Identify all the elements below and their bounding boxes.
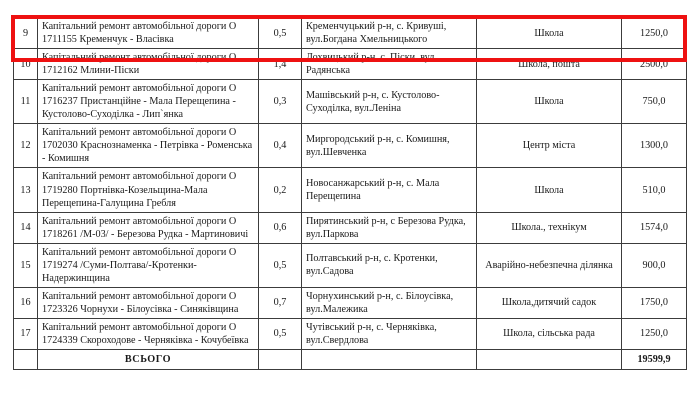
row-object-cell: Школа <box>477 80 622 124</box>
row-number-cell: 14 <box>14 212 38 243</box>
row-number-cell: 10 <box>14 49 38 80</box>
row-sum-cell: 1574,0 <box>622 212 687 243</box>
row-object-cell: Школа <box>477 168 622 212</box>
table-row <box>14 18 687 49</box>
row-sum-cell: 750,0 <box>622 80 687 124</box>
row-address-cell: Лохвицький р-н, с. Піски, вул. Радянська <box>302 49 477 80</box>
row-address-cell: Машівський р-н, с. Кустолово-Суходілка, вул.Леніна <box>302 80 477 124</box>
table-row <box>14 243 687 287</box>
row-number-cell: 13 <box>14 168 38 212</box>
row-object-cell: Школа <box>477 18 622 49</box>
row-quantity-cell: 0,7 <box>259 287 302 318</box>
table-body <box>14 18 687 370</box>
row-quantity-cell: 1,4 <box>259 49 302 80</box>
row-object-cell: Школа, пошта <box>477 49 622 80</box>
row-object-cell: Школа., технікум <box>477 212 622 243</box>
table-row <box>14 287 687 318</box>
row-name-cell: Капітальний ремонт автомобільної дороги О 1724339 Скороходове - Черняківка - Кочубеївка <box>38 318 259 349</box>
row-name-cell: Капітальний ремонт автомобільної дороги О 1719280 Портнівка-Козельщина-Мала Перещепина-Галущина Гребля <box>38 168 259 212</box>
table-row <box>14 318 687 349</box>
row-quantity-cell: 0,3 <box>259 80 302 124</box>
total-blank-cell-obj <box>477 350 622 370</box>
row-sum-cell: 2500,0 <box>622 49 687 80</box>
table-row <box>14 168 687 212</box>
table-row <box>14 212 687 243</box>
table-row <box>14 80 687 124</box>
row-number-cell: 17 <box>14 318 38 349</box>
table-row <box>14 49 687 80</box>
row-object-cell: Аварійно-небезпечна ділянка <box>477 243 622 287</box>
row-name-cell: Капітальний ремонт автомобільної дороги О 1712162 Млини-Піски <box>38 49 259 80</box>
row-sum-cell: 1250,0 <box>622 18 687 49</box>
road-repair-table <box>13 17 687 370</box>
row-quantity-cell: 0,5 <box>259 318 302 349</box>
row-number-cell: 12 <box>14 124 38 168</box>
row-address-cell: Чорнухинський р-н, с. Білоусівка, вул.Малежика <box>302 287 477 318</box>
row-sum-cell: 510,0 <box>622 168 687 212</box>
row-sum-cell: 1750,0 <box>622 287 687 318</box>
row-object-cell: Школа,дитячий садок <box>477 287 622 318</box>
row-quantity-cell: 0,5 <box>259 18 302 49</box>
row-sum-cell: 1300,0 <box>622 124 687 168</box>
table-total-row <box>14 350 687 370</box>
row-quantity-cell: 0,5 <box>259 243 302 287</box>
row-number-cell: 16 <box>14 287 38 318</box>
row-number-cell: 11 <box>14 80 38 124</box>
total-blank-cell-num <box>14 350 38 370</box>
row-number-cell: 9 <box>14 18 38 49</box>
row-address-cell: Чутівський р-н, с. Черняківка, вул.Свердлова <box>302 318 477 349</box>
row-name-cell: Капітальний ремонт автомобільної дороги О 1716237 Пристанційне - Мала Перещепина - Кустолово-Суходілка - Лип`янка <box>38 80 259 124</box>
row-quantity-cell: 0,2 <box>259 168 302 212</box>
total-sum-cell: 19599,9 <box>622 350 687 370</box>
row-address-cell: Новосанжарський р-н, с. Мала Перещепина <box>302 168 477 212</box>
row-object-cell: Центр міста <box>477 124 622 168</box>
table-row <box>14 124 687 168</box>
row-name-cell: Капітальний ремонт автомобільної дороги О 1723326 Чорнухи - Білоусівка - Синяківщина <box>38 287 259 318</box>
row-name-cell: Капітальний ремонт автомобільної дороги О 1718261 /М-03/ - Березова Рудка - Мартиновичі <box>38 212 259 243</box>
total-blank-cell-qty <box>259 350 302 370</box>
row-address-cell: Полтавський р-н, с. Кротенки, вул.Садова <box>302 243 477 287</box>
total-blank-cell-addr <box>302 350 477 370</box>
row-sum-cell: 1250,0 <box>622 318 687 349</box>
row-address-cell: Миргородський р-н, с. Комишня, вул.Шевченка <box>302 124 477 168</box>
row-name-cell: Капітальний ремонт автомобільної дороги О 1711155 Кременчук - Власівка <box>38 18 259 49</box>
row-object-cell: Школа, сільська рада <box>477 318 622 349</box>
row-address-cell: Пирятинський р-н, с Березова Рудка, вул.Паркова <box>302 212 477 243</box>
total-label-cell: ВСЬОГО <box>38 350 259 370</box>
row-quantity-cell: 0,6 <box>259 212 302 243</box>
row-name-cell: Капітальний ремонт автомобільної дороги О 1702030 Краснознаменка - Петрівка - Роменська - Комишня <box>38 124 259 168</box>
row-quantity-cell: 0,4 <box>259 124 302 168</box>
row-number-cell: 15 <box>14 243 38 287</box>
row-name-cell: Капітальний ремонт автомобільної дороги О 1719274 /Суми-Полтава/-Кротенки-Надержинщина <box>38 243 259 287</box>
document-table-container <box>13 17 686 370</box>
row-sum-cell: 900,0 <box>622 243 687 287</box>
row-address-cell: Кременчуцький р-н, с. Кривуші, вул.Богдана Хмельницького <box>302 18 477 49</box>
